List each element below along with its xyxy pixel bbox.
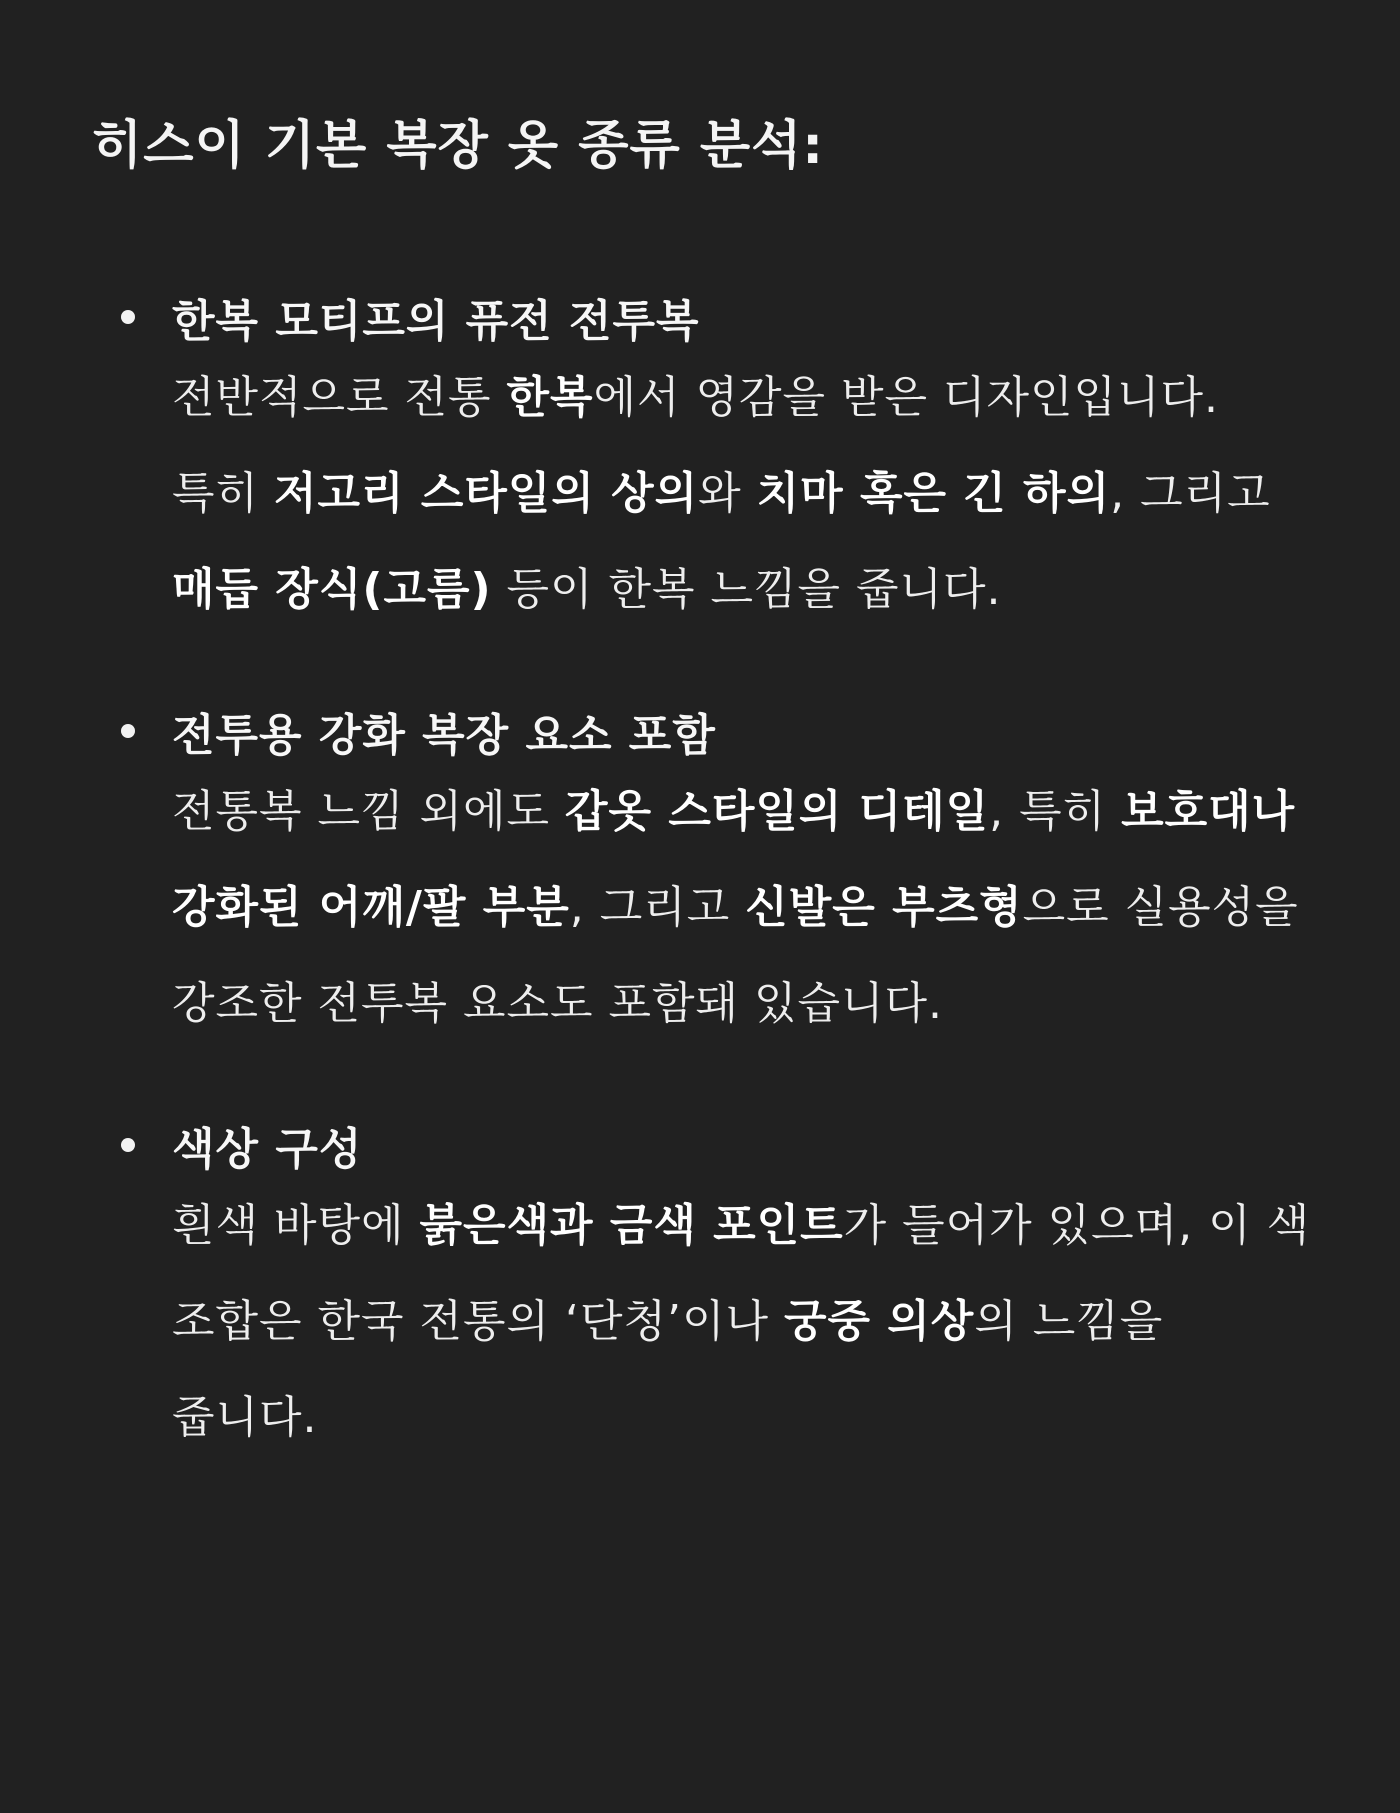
body-emphasis: 보호대나 강화된 어깨/팔 부분: [172, 786, 1296, 933]
body-text: 전통복 느낌 외에도: [172, 786, 565, 837]
body-text: 등이 한복 느낌을 줍니다.: [491, 564, 1002, 615]
body-text: 흰색 바탕에: [172, 1200, 420, 1251]
body-emphasis: 매듭 장식(고름): [172, 564, 492, 615]
body-emphasis: 한복: [506, 372, 594, 423]
body-text: , 그리고: [1110, 468, 1271, 519]
list-item: [92, 688, 1320, 1052]
bullet-icon: [121, 310, 135, 324]
body-text: , 그리고: [569, 882, 746, 933]
body-text: 전반적으로 전통: [172, 372, 507, 423]
body-emphasis: 갑옷 스타일의 디테일: [565, 786, 990, 837]
analysis-list: [92, 274, 1320, 1466]
list-item: [92, 1102, 1320, 1466]
body-emphasis: 궁중 의상: [783, 1296, 975, 1347]
body-text: 에서 영감을 받은 디자인입니다. 특히: [172, 372, 1220, 519]
item-title: 색상 구성: [172, 1124, 363, 1175]
body-emphasis: 치마 혹은 긴 하의: [756, 468, 1111, 519]
bullet-icon: [121, 724, 135, 738]
body-text: , 특히: [989, 786, 1122, 837]
body-text: 으로 실용성을 강조한 전투복 요소도 포함돼 있습니다.: [172, 882, 1299, 1029]
item-title: 한복 모티프의 퓨전 전투복: [172, 296, 700, 347]
item-body: [172, 1178, 1320, 1466]
analysis-heading: 히스이 기본 복장 옷 종류 분석:: [92, 116, 825, 176]
item-title: 전투용 강화 복장 요소 포함: [172, 710, 716, 761]
body-emphasis: 저고리 스타일의 상의: [274, 468, 699, 519]
body-text: 의 느낌을 줍니다.: [172, 1296, 1164, 1443]
bullet-icon: [121, 1138, 135, 1152]
body-emphasis: 신발은 부츠형: [745, 882, 1023, 933]
item-body: [172, 764, 1320, 1052]
list-item: [92, 274, 1320, 638]
body-text: 와: [698, 468, 757, 519]
body-text: 가 들어가 있으며, 이 색 조합은 한국 전통의 ‘단청’이나: [172, 1200, 1311, 1347]
item-body: [172, 350, 1320, 638]
body-emphasis: 붉은색과 금색 포인트: [419, 1200, 844, 1251]
